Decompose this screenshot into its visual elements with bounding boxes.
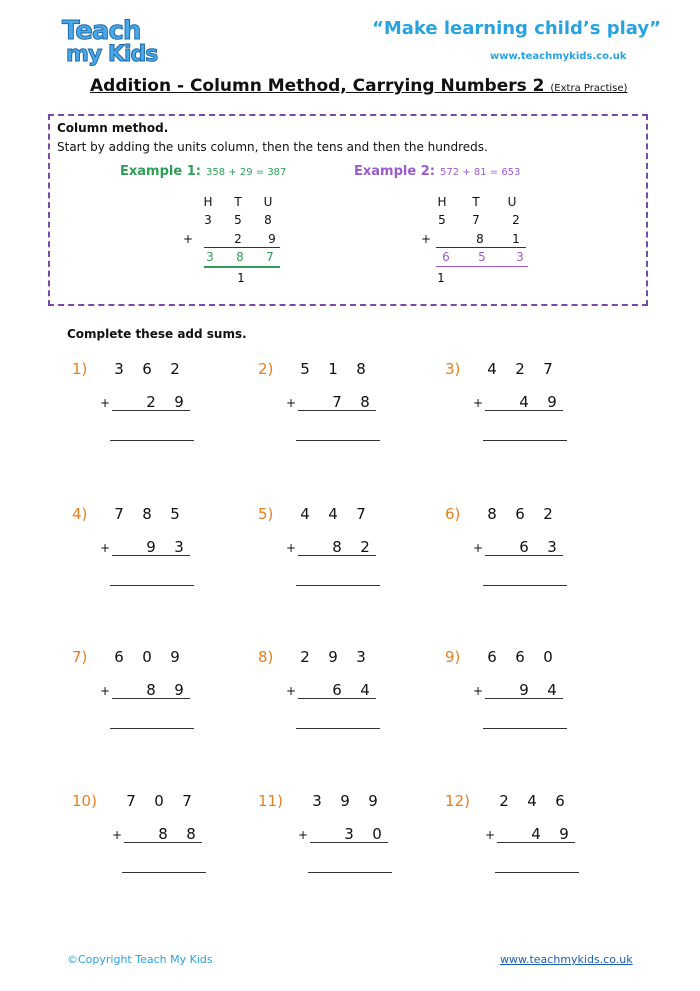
answer-line[interactable]	[483, 440, 567, 441]
bottom-digit-units: 2	[360, 538, 370, 556]
bottom-digit-units: 4	[547, 681, 557, 699]
example2-caption	[354, 160, 520, 179]
top-digit-hundreds: 3	[312, 792, 322, 810]
example1-label: Example 1:	[120, 164, 201, 179]
top-digit-tens: 4	[328, 505, 338, 523]
problem-3	[445, 360, 625, 470]
ex1-header-h: H	[203, 195, 213, 209]
top-digit-units: 0	[543, 648, 553, 666]
top-digit-tens: 9	[340, 792, 350, 810]
top-digit-units: 7	[543, 360, 553, 378]
ex1-answer-u: 7	[266, 250, 274, 264]
problem-number: 3)	[445, 360, 461, 378]
ex1-answer-line	[204, 266, 280, 268]
answer-line[interactable]	[483, 728, 567, 729]
top-digit-hundreds: 4	[300, 505, 310, 523]
plus-sign: +	[100, 396, 111, 410]
ex2-carry: 1	[437, 271, 445, 285]
sum-line	[485, 698, 563, 699]
plus-sign: +	[100, 541, 111, 555]
top-digit-units: 7	[182, 792, 192, 810]
header-website: www.teachmykids.co.uk	[490, 51, 627, 62]
bottom-digit-tens: 6	[332, 681, 342, 699]
problem-8	[258, 648, 438, 758]
top-digit-hundreds: 5	[300, 360, 310, 378]
bottom-digit-units: 9	[174, 393, 184, 411]
problem-10	[72, 792, 252, 902]
ex2-header-h: H	[437, 195, 447, 209]
bottom-digit-tens: 8	[158, 825, 168, 843]
answer-line[interactable]	[296, 440, 380, 441]
top-digit-hundreds: 7	[114, 505, 124, 523]
bottom-digit-tens: 8	[146, 681, 156, 699]
sum-line	[112, 555, 190, 556]
problem-7	[72, 648, 252, 758]
ex2-plus: +	[420, 232, 432, 246]
example2-label: Example 2:	[354, 164, 435, 179]
problem-number: 6)	[445, 505, 461, 523]
top-digit-tens: 2	[515, 360, 525, 378]
problem-number: 2)	[258, 360, 274, 378]
title-main: Addition - Column Method, Carrying Numbers 2	[90, 76, 545, 96]
bottom-digit-tens: 4	[519, 393, 529, 411]
bottom-digit-units: 9	[174, 681, 184, 699]
ex2-sum-line	[436, 247, 526, 248]
bottom-digit-tens: 9	[519, 681, 529, 699]
bottom-digit-units: 3	[547, 538, 557, 556]
answer-line[interactable]	[483, 585, 567, 586]
ex1-bottom-u: 9	[268, 232, 276, 246]
ex1-sum-line	[204, 247, 280, 248]
problem-number: 4)	[72, 505, 88, 523]
bottom-digit-units: 4	[360, 681, 370, 699]
bottom-digit-tens: 8	[332, 538, 342, 556]
top-digit-tens: 0	[142, 648, 152, 666]
problem-number: 11)	[258, 792, 283, 810]
ex1-top-u: 8	[264, 213, 272, 227]
plus-sign: +	[298, 828, 309, 842]
plus-sign: +	[112, 828, 123, 842]
ex2-top-h: 5	[438, 213, 446, 227]
bottom-digit-tens: 6	[519, 538, 529, 556]
top-digit-tens: 0	[154, 792, 164, 810]
logo-teach-text: Teach	[62, 16, 141, 46]
example1-sum: 358 + 29 = 387	[206, 167, 287, 178]
ex1-header-t: T	[234, 195, 242, 209]
plus-sign: +	[100, 684, 111, 698]
problem-number: 1)	[72, 360, 88, 378]
top-digit-units: 8	[356, 360, 366, 378]
bottom-digit-units: 9	[559, 825, 569, 843]
problem-2	[258, 360, 438, 470]
top-digit-hundreds: 4	[487, 360, 497, 378]
ex1-top-h: 3	[204, 213, 212, 227]
ex1-carry: 1	[237, 271, 245, 285]
problem-9	[445, 648, 625, 758]
bottom-digit-units: 9	[547, 393, 557, 411]
ex1-answer-h: 3	[206, 250, 214, 264]
bottom-digit-tens: 4	[531, 825, 541, 843]
problem-6	[445, 505, 625, 615]
problem-number: 10)	[72, 792, 97, 810]
example1-caption	[120, 160, 286, 179]
ex1-answer-t: 8	[236, 250, 244, 264]
answer-line[interactable]	[110, 728, 194, 729]
ex2-top-u: 2	[512, 213, 520, 227]
bottom-digit-units: 3	[174, 538, 184, 556]
top-digit-units: 9	[368, 792, 378, 810]
answer-line[interactable]	[296, 728, 380, 729]
top-digit-hundreds: 6	[487, 648, 497, 666]
sum-line	[310, 842, 388, 843]
top-digit-units: 7	[356, 505, 366, 523]
problem-1	[72, 360, 252, 470]
plus-sign: +	[473, 541, 484, 555]
bottom-digit-tens: 3	[344, 825, 354, 843]
top-digit-tens: 6	[142, 360, 152, 378]
answer-line[interactable]	[296, 585, 380, 586]
answer-line[interactable]	[495, 872, 579, 873]
instructions: Complete these add sums.	[67, 327, 247, 341]
top-digit-units: 2	[543, 505, 553, 523]
ex1-header-u: U	[263, 195, 273, 209]
sum-line	[497, 842, 575, 843]
top-digit-tens: 8	[142, 505, 152, 523]
ex2-answer-u: 3	[516, 250, 524, 264]
sum-line	[298, 555, 376, 556]
top-digit-units: 9	[170, 648, 180, 666]
ex2-bottom-t: 8	[476, 232, 484, 246]
top-digit-hundreds: 2	[300, 648, 310, 666]
problem-number: 5)	[258, 505, 274, 523]
problem-4	[72, 505, 252, 615]
top-digit-tens: 6	[515, 648, 525, 666]
ex2-header-t: T	[472, 195, 480, 209]
bottom-digit-units: 8	[186, 825, 196, 843]
plus-sign: +	[286, 541, 297, 555]
ex2-bottom-u: 1	[512, 232, 520, 246]
plus-sign: +	[473, 396, 484, 410]
ex1-plus: +	[182, 232, 194, 246]
worksheet-title	[90, 76, 627, 96]
problem-12	[445, 792, 625, 902]
sum-line	[298, 698, 376, 699]
sum-line	[485, 410, 563, 411]
footer-copyright: ©Copyright Teach My Kids	[67, 953, 213, 966]
title-sub: (Extra Practise)	[550, 83, 628, 94]
plus-sign: +	[473, 684, 484, 698]
top-digit-units: 2	[170, 360, 180, 378]
ex2-header-u: U	[507, 195, 517, 209]
answer-line[interactable]	[122, 872, 206, 873]
answer-line[interactable]	[110, 440, 194, 441]
ex2-answer-t: 5	[478, 250, 486, 264]
top-digit-units: 3	[356, 648, 366, 666]
plus-sign: +	[286, 684, 297, 698]
top-digit-hundreds: 6	[114, 648, 124, 666]
sum-line	[298, 410, 376, 411]
ex1-bottom-t: 2	[234, 232, 242, 246]
plus-sign: +	[286, 396, 297, 410]
answer-line[interactable]	[308, 872, 392, 873]
bottom-digit-units: 0	[372, 825, 382, 843]
tagline: “Make learning child’s play”	[372, 18, 661, 39]
top-digit-hundreds: 7	[126, 792, 136, 810]
top-digit-units: 5	[170, 505, 180, 523]
example2-sum: 572 + 81 = 653	[440, 167, 521, 178]
problem-number: 7)	[72, 648, 88, 666]
problem-number: 8)	[258, 648, 274, 666]
bottom-digit-units: 8	[360, 393, 370, 411]
problem-11	[258, 792, 438, 902]
top-digit-hundreds: 2	[499, 792, 509, 810]
top-digit-units: 6	[555, 792, 565, 810]
sum-line	[112, 410, 190, 411]
bottom-digit-tens: 9	[146, 538, 156, 556]
method-heading: Column method.	[57, 121, 169, 135]
teach-my-kids-logo	[62, 16, 158, 74]
problem-5	[258, 505, 438, 615]
sum-line	[485, 555, 563, 556]
problem-number: 12)	[445, 792, 470, 810]
logo-mykids-text: my Kids	[66, 42, 158, 67]
footer-website-link[interactable]: www.teachmykids.co.uk	[500, 953, 633, 966]
ex2-top-t: 7	[472, 213, 480, 227]
sum-line	[112, 698, 190, 699]
top-digit-tens: 9	[328, 648, 338, 666]
top-digit-tens: 1	[328, 360, 338, 378]
top-digit-hundreds: 3	[114, 360, 124, 378]
answer-line[interactable]	[110, 585, 194, 586]
plus-sign: +	[485, 828, 496, 842]
top-digit-tens: 6	[515, 505, 525, 523]
ex2-answer-h: 6	[442, 250, 450, 264]
ex2-answer-line	[436, 266, 528, 267]
method-description: Start by adding the units column, then the tens and then the hundreds.	[57, 140, 488, 154]
sum-line	[124, 842, 202, 843]
ex1-top-t: 5	[234, 213, 242, 227]
bottom-digit-tens: 7	[332, 393, 342, 411]
top-digit-tens: 4	[527, 792, 537, 810]
problem-number: 9)	[445, 648, 461, 666]
bottom-digit-tens: 2	[146, 393, 156, 411]
top-digit-hundreds: 8	[487, 505, 497, 523]
